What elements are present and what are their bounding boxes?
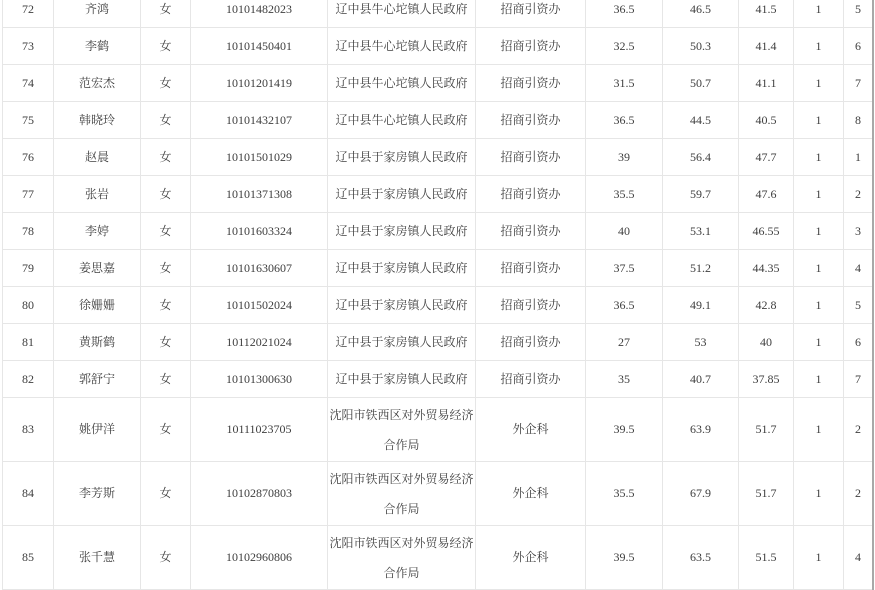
department-cell: 招商引资办	[476, 65, 586, 102]
rank-cell: 5	[844, 287, 872, 324]
gender-cell: 女	[141, 526, 191, 590]
score2-cell: 44.5	[663, 102, 739, 139]
exam-id-cell: 10101501029	[191, 139, 328, 176]
recruit-count-cell: 1	[794, 65, 844, 102]
score2-cell: 67.9	[663, 462, 739, 526]
exam-id-cell: 10101482023	[191, 0, 328, 28]
organization-cell: 辽中县于家房镇人民政府	[328, 139, 476, 176]
gender-cell: 女	[141, 324, 191, 361]
score3-cell: 42.8	[739, 287, 794, 324]
gender-cell: 女	[141, 462, 191, 526]
exam-id-cell: 10101450401	[191, 28, 328, 65]
recruit-count-cell: 1	[794, 250, 844, 287]
rank-cell: 5	[844, 0, 872, 28]
recruit-count-cell: 1	[794, 361, 844, 398]
organization-cell: 辽中县于家房镇人民政府	[328, 176, 476, 213]
score3-cell: 41.1	[739, 65, 794, 102]
rank-cell: 1	[844, 139, 872, 176]
organization-cell: 辽中县于家房镇人民政府	[328, 250, 476, 287]
name-cell: 姚伊洋	[54, 398, 141, 462]
rank-cell: 4	[844, 250, 872, 287]
score2-cell: 50.3	[663, 28, 739, 65]
department-cell: 外企科	[476, 526, 586, 590]
recruit-count-cell: 1	[794, 176, 844, 213]
exam-id-cell: 10101630607	[191, 250, 328, 287]
score3-cell: 47.6	[739, 176, 794, 213]
gender-cell: 女	[141, 28, 191, 65]
organization-cell: 沈阳市铁西区对外贸易经济合作局	[328, 526, 476, 590]
score2-cell: 63.5	[663, 526, 739, 590]
score1-cell: 37.5	[586, 250, 663, 287]
table-row	[3, 324, 872, 361]
recruit-count-cell: 1	[794, 213, 844, 250]
score1-cell: 36.5	[586, 287, 663, 324]
department-cell: 招商引资办	[476, 213, 586, 250]
row-number-cell: 81	[3, 324, 54, 361]
table-row	[3, 526, 872, 590]
rank-cell: 6	[844, 324, 872, 361]
organization-cell: 辽中县于家房镇人民政府	[328, 287, 476, 324]
table-row	[3, 28, 872, 65]
name-cell: 郭舒宁	[54, 361, 141, 398]
recruit-count-cell: 1	[794, 462, 844, 526]
exam-id-cell: 10102960806	[191, 526, 328, 590]
gender-cell: 女	[141, 176, 191, 213]
score1-cell: 40	[586, 213, 663, 250]
results-table	[2, 0, 874, 590]
organization-cell: 辽中县牛心坨镇人民政府	[328, 0, 476, 28]
gender-cell: 女	[141, 139, 191, 176]
row-number-cell: 72	[3, 0, 54, 28]
organization-cell: 辽中县于家房镇人民政府	[328, 213, 476, 250]
row-number-cell: 78	[3, 213, 54, 250]
table-row	[3, 139, 872, 176]
department-cell: 外企科	[476, 462, 586, 526]
score1-cell: 35	[586, 361, 663, 398]
name-cell: 李鹤	[54, 28, 141, 65]
score3-cell: 37.85	[739, 361, 794, 398]
row-number-cell: 76	[3, 139, 54, 176]
score3-cell: 40	[739, 324, 794, 361]
row-number-cell: 84	[3, 462, 54, 526]
exam-id-cell: 10101603324	[191, 213, 328, 250]
name-cell: 赵晨	[54, 139, 141, 176]
score2-cell: 40.7	[663, 361, 739, 398]
gender-cell: 女	[141, 213, 191, 250]
rank-cell: 7	[844, 361, 872, 398]
gender-cell: 女	[141, 398, 191, 462]
rank-cell: 8	[844, 102, 872, 139]
score3-cell: 46.55	[739, 213, 794, 250]
exam-id-cell: 10101502024	[191, 287, 328, 324]
gender-cell: 女	[141, 361, 191, 398]
recruit-count-cell: 1	[794, 139, 844, 176]
table-row	[3, 176, 872, 213]
name-cell: 徐姗姗	[54, 287, 141, 324]
score1-cell: 32.5	[586, 28, 663, 65]
rank-cell: 4	[844, 526, 872, 590]
organization-cell: 沈阳市铁西区对外贸易经济合作局	[328, 398, 476, 462]
gender-cell: 女	[141, 287, 191, 324]
score2-cell: 51.2	[663, 250, 739, 287]
organization-cell: 辽中县牛心坨镇人民政府	[328, 65, 476, 102]
exam-id-cell: 10101201419	[191, 65, 328, 102]
name-cell: 张岩	[54, 176, 141, 213]
department-cell: 招商引资办	[476, 102, 586, 139]
department-cell: 招商引资办	[476, 28, 586, 65]
department-cell: 招商引资办	[476, 176, 586, 213]
row-number-cell: 82	[3, 361, 54, 398]
exam-id-cell: 10112021024	[191, 324, 328, 361]
score2-cell: 50.7	[663, 65, 739, 102]
row-number-cell: 85	[3, 526, 54, 590]
row-number-cell: 74	[3, 65, 54, 102]
exam-id-cell: 10101371308	[191, 176, 328, 213]
recruit-count-cell: 1	[794, 102, 844, 139]
score2-cell: 46.5	[663, 0, 739, 28]
name-cell: 齐鸿	[54, 0, 141, 28]
score3-cell: 41.4	[739, 28, 794, 65]
table-row	[3, 65, 872, 102]
organization-cell: 辽中县牛心坨镇人民政府	[328, 102, 476, 139]
department-cell: 招商引资办	[476, 250, 586, 287]
score2-cell: 63.9	[663, 398, 739, 462]
department-cell: 招商引资办	[476, 361, 586, 398]
department-cell: 招商引资办	[476, 287, 586, 324]
row-number-cell: 73	[3, 28, 54, 65]
gender-cell: 女	[141, 102, 191, 139]
name-cell: 韩晓玲	[54, 102, 141, 139]
name-cell: 张千慧	[54, 526, 141, 590]
score1-cell: 39	[586, 139, 663, 176]
score2-cell: 53	[663, 324, 739, 361]
table-row	[3, 398, 872, 462]
name-cell: 姜思嘉	[54, 250, 141, 287]
organization-cell: 辽中县牛心坨镇人民政府	[328, 28, 476, 65]
score3-cell: 44.35	[739, 250, 794, 287]
score3-cell: 40.5	[739, 102, 794, 139]
recruit-count-cell: 1	[794, 0, 844, 28]
score2-cell: 56.4	[663, 139, 739, 176]
table-row	[3, 462, 872, 526]
score3-cell: 41.5	[739, 0, 794, 28]
name-cell: 李芳斯	[54, 462, 141, 526]
organization-cell: 辽中县于家房镇人民政府	[328, 324, 476, 361]
exam-id-cell: 10111023705	[191, 398, 328, 462]
recruit-count-cell: 1	[794, 526, 844, 590]
table-row	[3, 102, 872, 139]
organization-cell: 沈阳市铁西区对外贸易经济合作局	[328, 462, 476, 526]
department-cell: 招商引资办	[476, 324, 586, 361]
rank-cell: 7	[844, 65, 872, 102]
score1-cell: 35.5	[586, 462, 663, 526]
score1-cell: 39.5	[586, 526, 663, 590]
gender-cell: 女	[141, 0, 191, 28]
department-cell: 招商引资办	[476, 139, 586, 176]
name-cell: 李婷	[54, 213, 141, 250]
score3-cell: 51.7	[739, 398, 794, 462]
rank-cell: 3	[844, 213, 872, 250]
score1-cell: 36.5	[586, 0, 663, 28]
score2-cell: 49.1	[663, 287, 739, 324]
row-number-cell: 75	[3, 102, 54, 139]
score1-cell: 36.5	[586, 102, 663, 139]
exam-id-cell: 10102870803	[191, 462, 328, 526]
gender-cell: 女	[141, 65, 191, 102]
name-cell: 黄斯鹤	[54, 324, 141, 361]
recruit-count-cell: 1	[794, 287, 844, 324]
department-cell: 外企科	[476, 398, 586, 462]
rank-cell: 2	[844, 398, 872, 462]
row-number-cell: 77	[3, 176, 54, 213]
score3-cell: 47.7	[739, 139, 794, 176]
row-number-cell: 80	[3, 287, 54, 324]
recruit-count-cell: 1	[794, 28, 844, 65]
score1-cell: 39.5	[586, 398, 663, 462]
score3-cell: 51.7	[739, 462, 794, 526]
table-row	[3, 0, 872, 28]
score3-cell: 51.5	[739, 526, 794, 590]
score2-cell: 59.7	[663, 176, 739, 213]
table-row	[3, 213, 872, 250]
exam-id-cell: 10101300630	[191, 361, 328, 398]
department-cell: 招商引资办	[476, 0, 586, 28]
row-number-cell: 83	[3, 398, 54, 462]
recruit-count-cell: 1	[794, 398, 844, 462]
exam-id-cell: 10101432107	[191, 102, 328, 139]
gender-cell: 女	[141, 250, 191, 287]
table-row	[3, 287, 872, 324]
score1-cell: 31.5	[586, 65, 663, 102]
organization-cell: 辽中县于家房镇人民政府	[328, 361, 476, 398]
score1-cell: 27	[586, 324, 663, 361]
score1-cell: 35.5	[586, 176, 663, 213]
rank-cell: 6	[844, 28, 872, 65]
table-row	[3, 361, 872, 398]
table-row	[3, 250, 872, 287]
row-number-cell: 79	[3, 250, 54, 287]
rank-cell: 2	[844, 462, 872, 526]
rank-cell: 2	[844, 176, 872, 213]
name-cell: 范宏杰	[54, 65, 141, 102]
recruit-count-cell: 1	[794, 324, 844, 361]
score2-cell: 53.1	[663, 213, 739, 250]
